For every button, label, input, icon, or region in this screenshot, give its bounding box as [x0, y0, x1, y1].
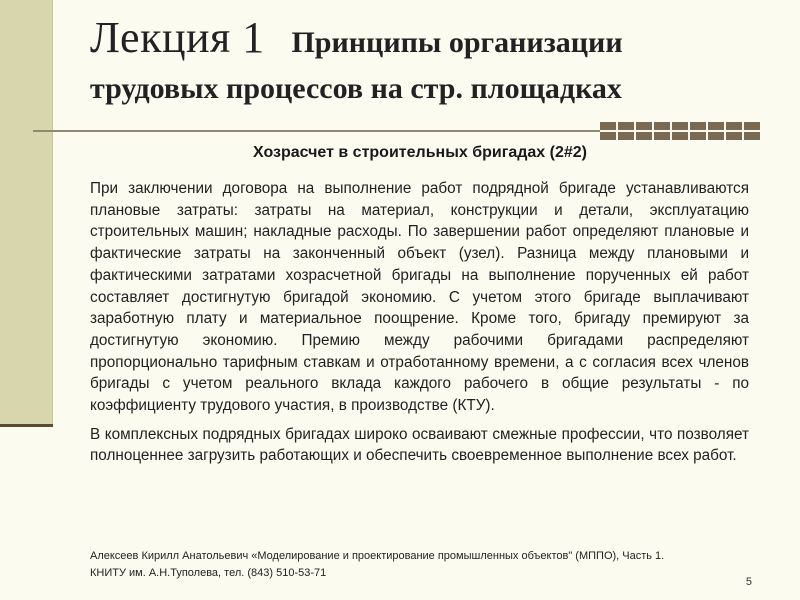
title-line2: трудовых процессов на стр. площадках: [90, 72, 622, 105]
side-accent-line: [0, 424, 53, 427]
paragraph-2: В комплексных подрядных бригадах широко осваивают смежные профессии, что позволяет полноценнее загрузить работающих и обеспечить своевременное выполнение всех работ.: [90, 425, 749, 465]
footer-contact: КНИТУ им. А.Н.Туполева, тел. (843) 510-53-71: [90, 567, 327, 579]
slide-title: [90, 10, 790, 107]
decorative-squares: [600, 122, 760, 140]
page-number: 5: [745, 576, 752, 588]
section-heading: Хозрасчет в строительных бригадах (2#2): [253, 144, 587, 161]
body-text: [90, 178, 749, 474]
title-lecture: Лекция 1: [90, 13, 265, 62]
title-divider: [33, 130, 600, 132]
side-accent-bar: [0, 0, 53, 425]
footer: [90, 548, 750, 582]
title-line1: Принципы организации: [291, 26, 623, 59]
footer-author: Алексеев Кирилл Анатольевич «Моделирование и проектирование промышленных объектов" (МППО), Часть 1.: [90, 550, 665, 562]
paragraph-1: При заключении договора на выполнение работ подрядной бригаде устанавливаются плановые затраты: затраты на материал, конструкции и детали, эксплуатацию строительных машин; накладные расходы. По завершении работ определяют плановые и фактические затраты на законченный объект (узел). Разница между плановыми и фактическими затратами хозрасчетной бригады на выполнение порученных ей работ составляет достигнутую бригадой экономию. С учетом этого бригаде выплачивают заработную плату и материальное поощрение. Кроме того, бригаду премируют за достигнутую экономию. Премию между рабочими бригадами распределяют пропорционально тарифным ставкам и отработанному времени, а с согласия всех членов бригады с учетом реального вклада каждого рабочего в общие результаты - по коэффициенту трудового участия, в производстве (КТУ).: [90, 180, 749, 415]
